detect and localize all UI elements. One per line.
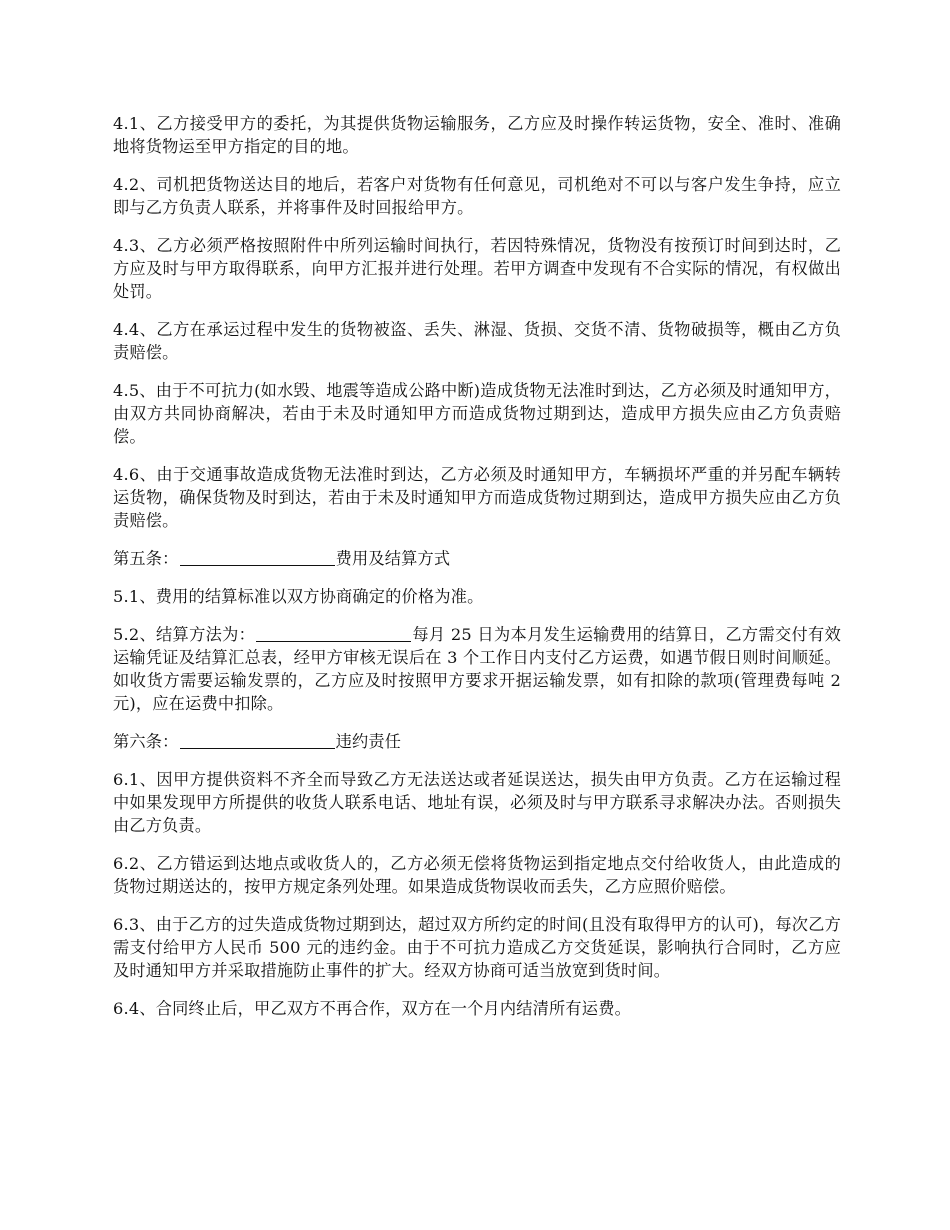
clause-5-1: 5.1、费用的结算标准以双方协商确定的价格为准。 [113, 587, 484, 606]
article-6-prefix: 第六条： [113, 732, 179, 751]
article-6-blank[interactable] [180, 730, 335, 749]
article-5-heading [113, 547, 841, 570]
clause-4-3: 4.3、乙方必须严格按照附件中所列运输时间执行，若因特殊情况，货物没有按预订时间到达时，乙方应及时与甲方取得联系，向甲方汇报并进行处理。若甲方调查中发现有不合实际的情况，有权做出处罚。 [113, 236, 841, 301]
article-6-heading [113, 730, 841, 753]
clause-4-2: 4.2、司机把货物送达目的地后，若客户对货物有任何意见，司机绝对不可以与客户发生争持，应立即与乙方负责人联系，并将事件及时回报给甲方。 [113, 175, 841, 217]
clause-6-1: 6.1、因甲方提供资料不齐全而导致乙方无法送达或者延误送达，损失由甲方负责。乙方在运输过程中如果发现甲方所提供的收货人联系电话、地址有误，必须及时与甲方联系寻求解决办法。否则损失由乙方负责。 [113, 770, 841, 835]
clause-6-3: 6.3、由于乙方的过失造成货物过期到达，超过双方所约定的时间(且没有取得甲方的认可)，每次乙方需支付给甲方人民币 500 元的违约金。由于不可抗力造成乙方交货延误，影响执行合同时，乙方应及时通知甲方并采取措施防止事件的扩大。经双方协商可适当放宽到货时间。 [113, 915, 841, 980]
clause-4-1: 4.1、乙方接受甲方的委托，为其提供货物运输服务，乙方应及时操作转运货物，安全、准时、准确地将货物运至甲方指定的目的地。 [113, 114, 841, 156]
clause-6-2: 6.2、乙方错运到达地点或收货人的，乙方必须无偿将货物运到指定地点交付给收货人，由此造成的货物过期送达的，按甲方规定条列处理。如果造成货物误收而丢失，乙方应照价赔偿。 [113, 854, 841, 896]
article-5-prefix: 第五条： [113, 549, 179, 568]
article-6-title: 违约责任 [335, 732, 402, 751]
clause-4-6: 4.6、由于交通事故造成货物无法准时到达，乙方必须及时通知甲方，车辆损坏严重的并另配车辆转运货物，确保货物及时到达，若由于未及时通知甲方而造成货物过期到达，造成甲方损失应由乙方负责赔偿。 [113, 465, 841, 530]
article-5-blank[interactable] [180, 547, 335, 566]
clause-5-2 [113, 623, 841, 715]
settlement-method-blank[interactable] [256, 623, 411, 642]
clause-6-4: 6.4、合同终止后，甲乙双方不再合作，双方在一个月内结清所有运费。 [113, 999, 631, 1018]
clause-4-5: 4.5、由于不可抗力(如水毁、地震等造成公路中断)造成货物无法准时到达，乙方必须及时通知甲方，由双方共同协商解决，若由于未及时通知甲方而造成货物过期到达，造成甲方损失应由乙方负责赔偿。 [113, 381, 841, 446]
clause-4-4: 4.4、乙方在承运过程中发生的货物被盗、丢失、淋湿、货损、交货不清、货物破损等，概由乙方负责赔偿。 [113, 320, 841, 362]
contract-page [113, 112, 841, 1035]
clause-5-2-prefix: 5.2、结算方法为： [113, 625, 256, 644]
clause-5-2-text: 每月 25 日为本月发生运输费用的结算日，乙方需交付有效运输凭证及结算汇总表，经甲方审核无误后在 3 个工作日内支付乙方运费，如遇节假日则时间顺延。如收货方需要运输发票的，乙方应及时按照甲方要求开据运输发票，如有扣除的款项(管理费每吨 2 元)，应在运费中扣除。 [113, 625, 841, 713]
article-5-title: 费用及结算方式 [335, 549, 451, 568]
